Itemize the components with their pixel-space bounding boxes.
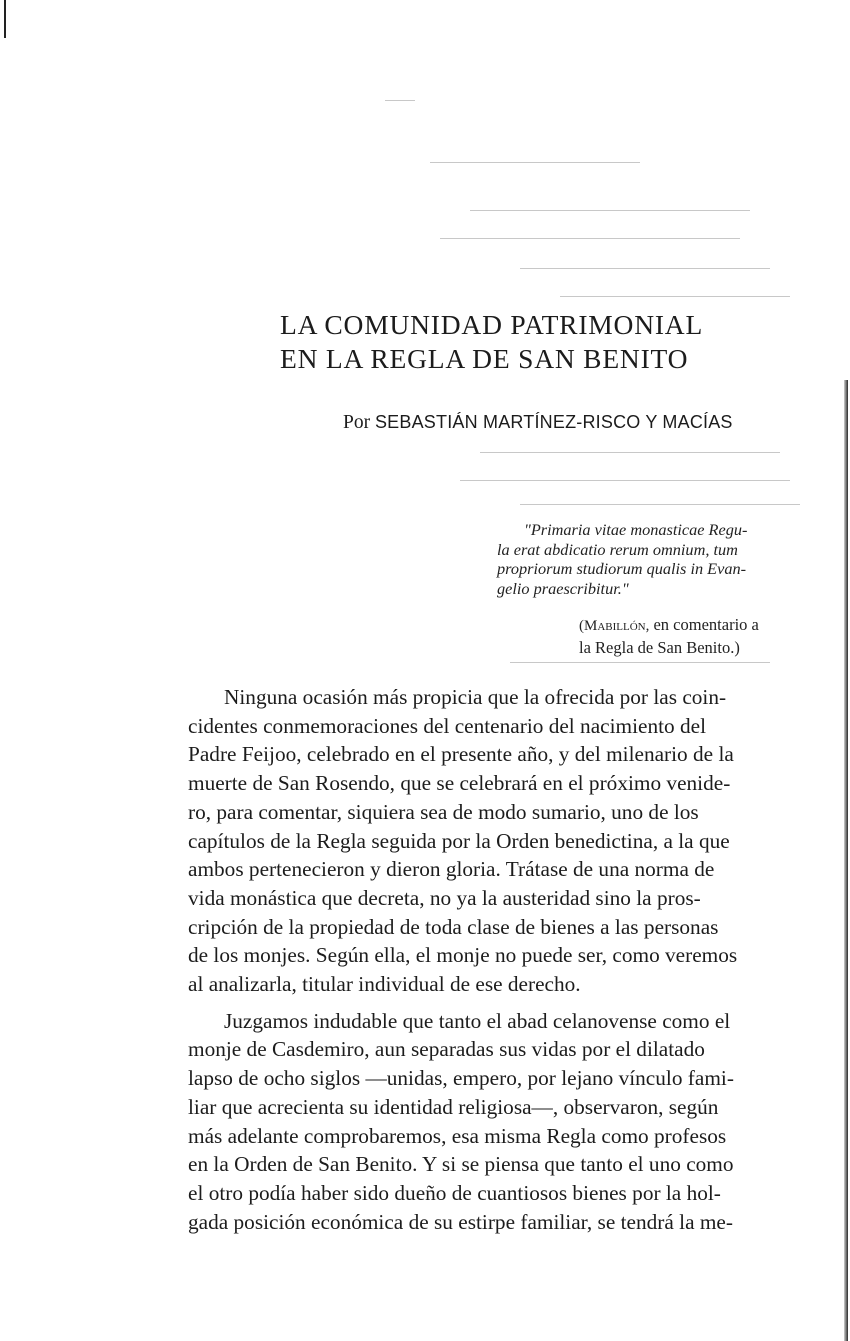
body-line: vida monástica que decreta, no ya la austeridad sino la pros-	[188, 885, 701, 910]
epigraph-line: la erat abdicatio rerum omnium, tum	[497, 539, 738, 559]
body-line: liar que acrecienta su identidad religiosa—, observaron, según	[188, 1094, 719, 1119]
attribution-rest: en comentario a	[653, 615, 759, 634]
epigraph-line: propriorum studiorum qualis in Evan-	[497, 559, 747, 578]
body-line: muerte de San Rosendo, que se celebrará en el próximo venide-	[188, 771, 731, 796]
body-line: Padre Feijoo, celebrado en el presente año, y del milenario de la	[188, 742, 734, 767]
attribution-line-1	[579, 614, 759, 637]
author-prefix: Por	[343, 412, 371, 433]
attribution-author: (Mabillón,	[579, 618, 650, 634]
paragraph-2	[188, 1007, 828, 1237]
page-edge-right	[844, 380, 848, 1341]
epigraph-attribution	[579, 614, 759, 658]
author-byline	[343, 412, 733, 434]
body-line: cidentes conmemoraciones del centenario del nacimiento del	[188, 713, 707, 738]
body-line: gada posición económica de su estirpe familiar, se tendrá la me-	[188, 1209, 733, 1234]
epigraph-quote	[497, 520, 827, 598]
article-body	[188, 683, 828, 1236]
body-line: Ninguna ocasión más propicia que la ofrecida por las coin-	[224, 685, 727, 709]
attribution-line-2: la Regla de San Benito.)	[579, 638, 740, 657]
body-line: ambos pertenecieron y dieron gloria. Trátase de una norma de	[188, 857, 715, 882]
body-line: lapso de ocho siglos —unidas, empero, por lejano vínculo fami-	[188, 1066, 734, 1091]
body-line: de los monjes. Según ella, el monje no puede ser, como veremos	[188, 943, 738, 968]
author-name: SEBASTIÁN MARTÍNEZ-RISCO Y MACÍAS	[374, 412, 733, 432]
body-line: el otro podía haber sido dueño de cuantiosos bienes por la hol-	[188, 1180, 721, 1205]
title-line-2: EN LA REGLA DE SAN BENITO	[280, 343, 689, 374]
title-line-1: LA COMUNIDAD PATRIMONIAL	[280, 309, 704, 340]
body-line: monje de Casdemiro, aun separadas sus vidas por el dilatado	[188, 1037, 705, 1062]
body-line: al analizarla, titular individual de ese derecho.	[188, 972, 581, 997]
body-line: en la Orden de San Benito. Y si se piensa que tanto el uno como	[188, 1152, 734, 1177]
body-line: ro, para comentar, siquiera sea de modo sumario, uno de los	[188, 799, 699, 824]
paragraph-1	[188, 683, 828, 999]
epigraph-line: gelio praescribitur."	[497, 578, 629, 598]
body-line: cripción de la propiedad de toda clase de bienes a las personas	[188, 914, 719, 939]
body-line: Juzgamos indudable que tanto el abad celanovense como el	[224, 1008, 731, 1033]
body-line: más adelante comprobaremos, esa misma Regla como profesos	[188, 1123, 727, 1148]
body-line: capítulos de la Regla seguida por la Orden benedictina, a la que	[188, 828, 730, 853]
page-edge-left	[4, 0, 6, 38]
article-title	[280, 308, 800, 376]
epigraph-line: "Primaria vitae monasticae Regu-	[524, 520, 748, 539]
